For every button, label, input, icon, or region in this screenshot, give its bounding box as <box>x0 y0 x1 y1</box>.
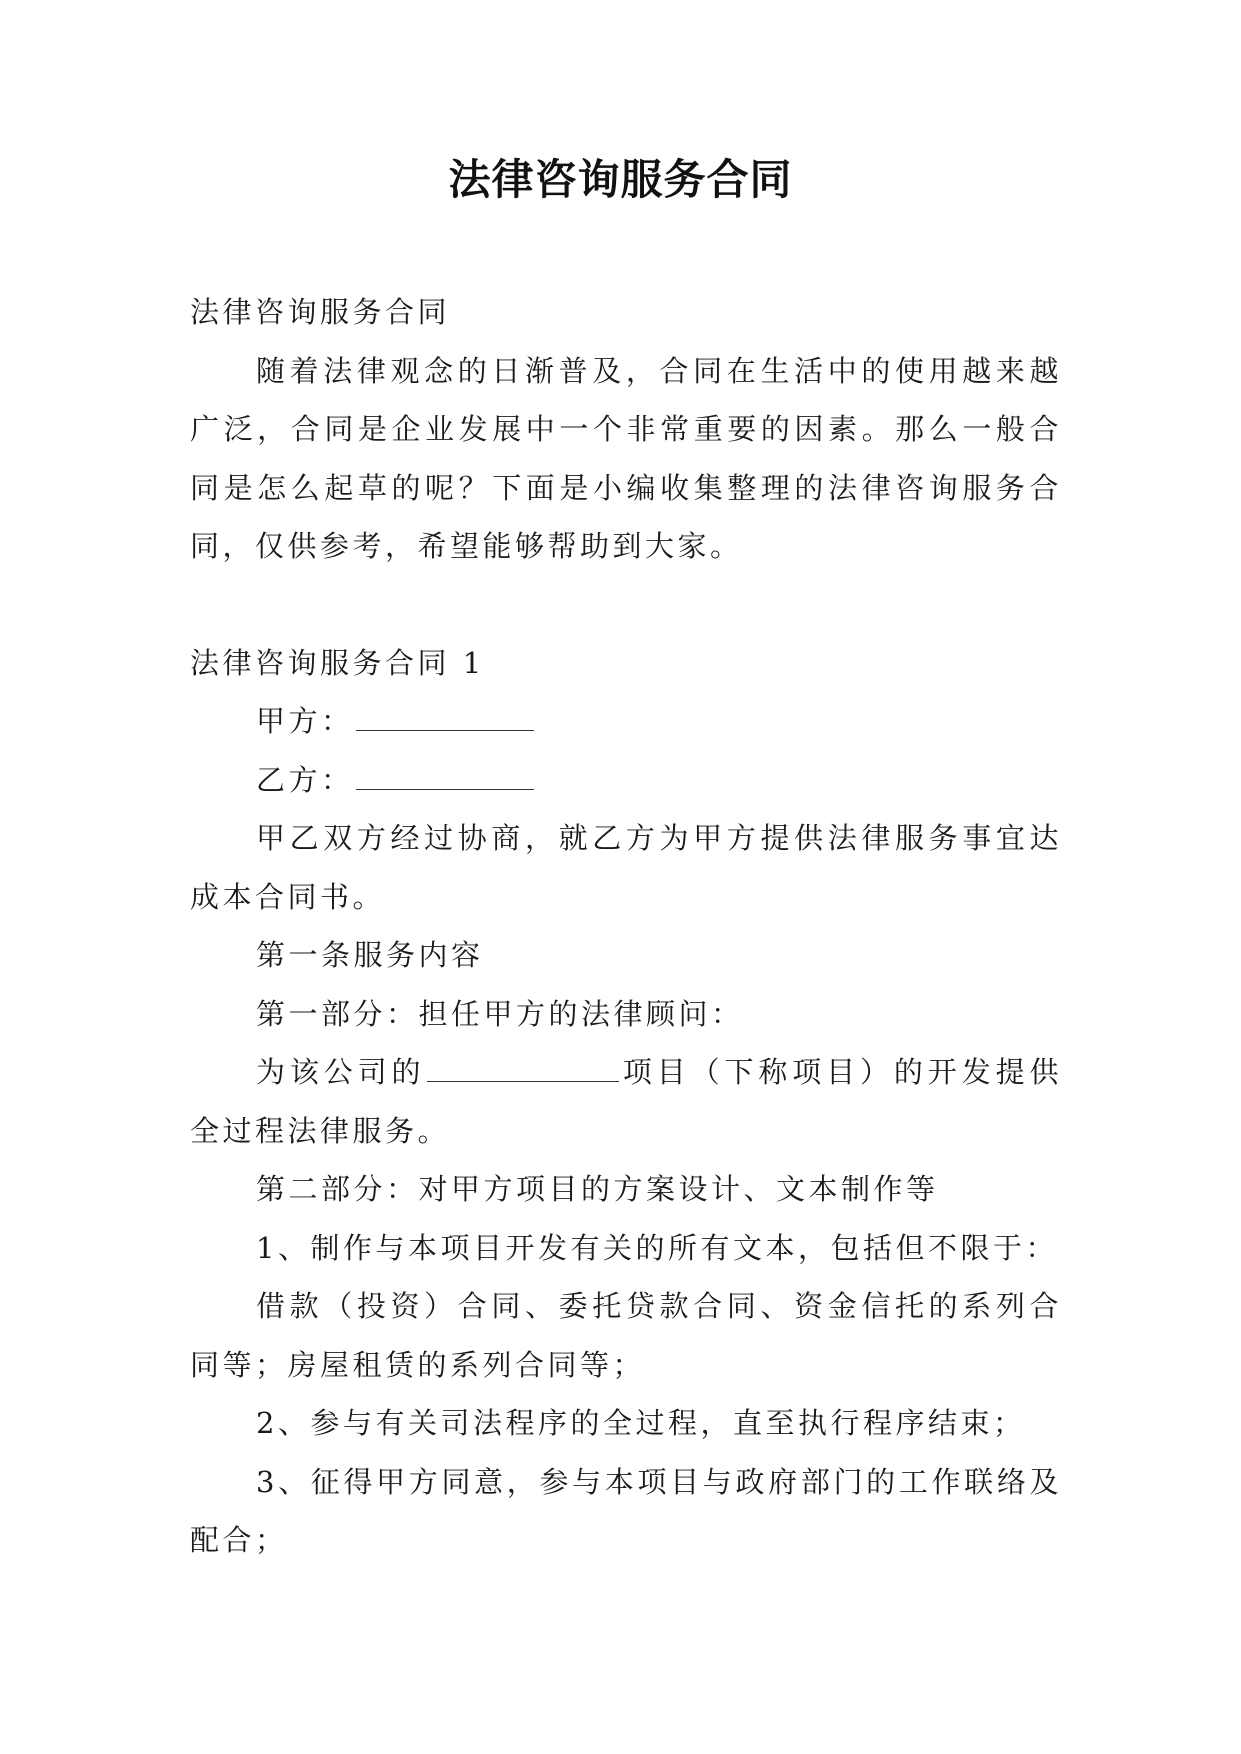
paragraph-gap <box>190 576 1062 634</box>
agreement-paragraph: 甲乙双方经过协商，就乙方为甲方提供法律服务事宜达成本合同书。 <box>190 821 1062 914</box>
subtitle: 法律咨询服务合同 <box>190 295 451 329</box>
item-1: 1、制作与本项目开发有关的所有文本，包括但不限于： <box>256 1230 1058 1265</box>
section-title: 法律咨询服务合同 1 <box>190 645 485 680</box>
intro-paragraph: 随着法律观念的日渐普及，合同在生活中的使用越来越广泛，合同是企业发展中一个非常重要的因素。那么一般合同是怎么起草的呢？下面是小编收集整理的法律咨询服务合同，仅供参考，希望能够帮助到大家。 <box>190 353 1062 563</box>
project-paragraph <box>190 1043 1062 1160</box>
project-prefix: 为该公司的 <box>256 1055 426 1089</box>
item-3: 3、征得甲方同意，参与本项目与政府部门的工作联络及配合； <box>190 1464 1062 1557</box>
party-a-blank <box>356 708 534 731</box>
party-b-line <box>190 751 1062 810</box>
document-body <box>190 283 1062 1570</box>
party-b-blank <box>356 767 534 790</box>
article-1-heading: 第一条服务内容 <box>256 938 484 972</box>
party-a-label: 甲方： <box>256 704 354 738</box>
document-title: 法律咨询服务合同 <box>448 155 793 204</box>
part-1-heading: 第一部分：担任甲方的法律顾问： <box>256 996 744 1031</box>
item-1-detail: 借款（投资）合同、委托贷款合同、资金信托的系列合同等；房屋租赁的系列合同等； <box>190 1289 1062 1382</box>
item-2: 2、参与有关司法程序的全过程，直至执行程序结束； <box>256 1406 1026 1440</box>
project-blank <box>427 1059 619 1082</box>
part-2-heading: 第二部分：对甲方项目的方案设计、文本制作等 <box>256 1172 939 1206</box>
party-b-label: 乙方： <box>256 762 354 797</box>
party-a-line <box>190 692 1062 751</box>
project-suffix: 项目（下称项目）的开发提供全过程法律服务。 <box>190 1055 1062 1148</box>
